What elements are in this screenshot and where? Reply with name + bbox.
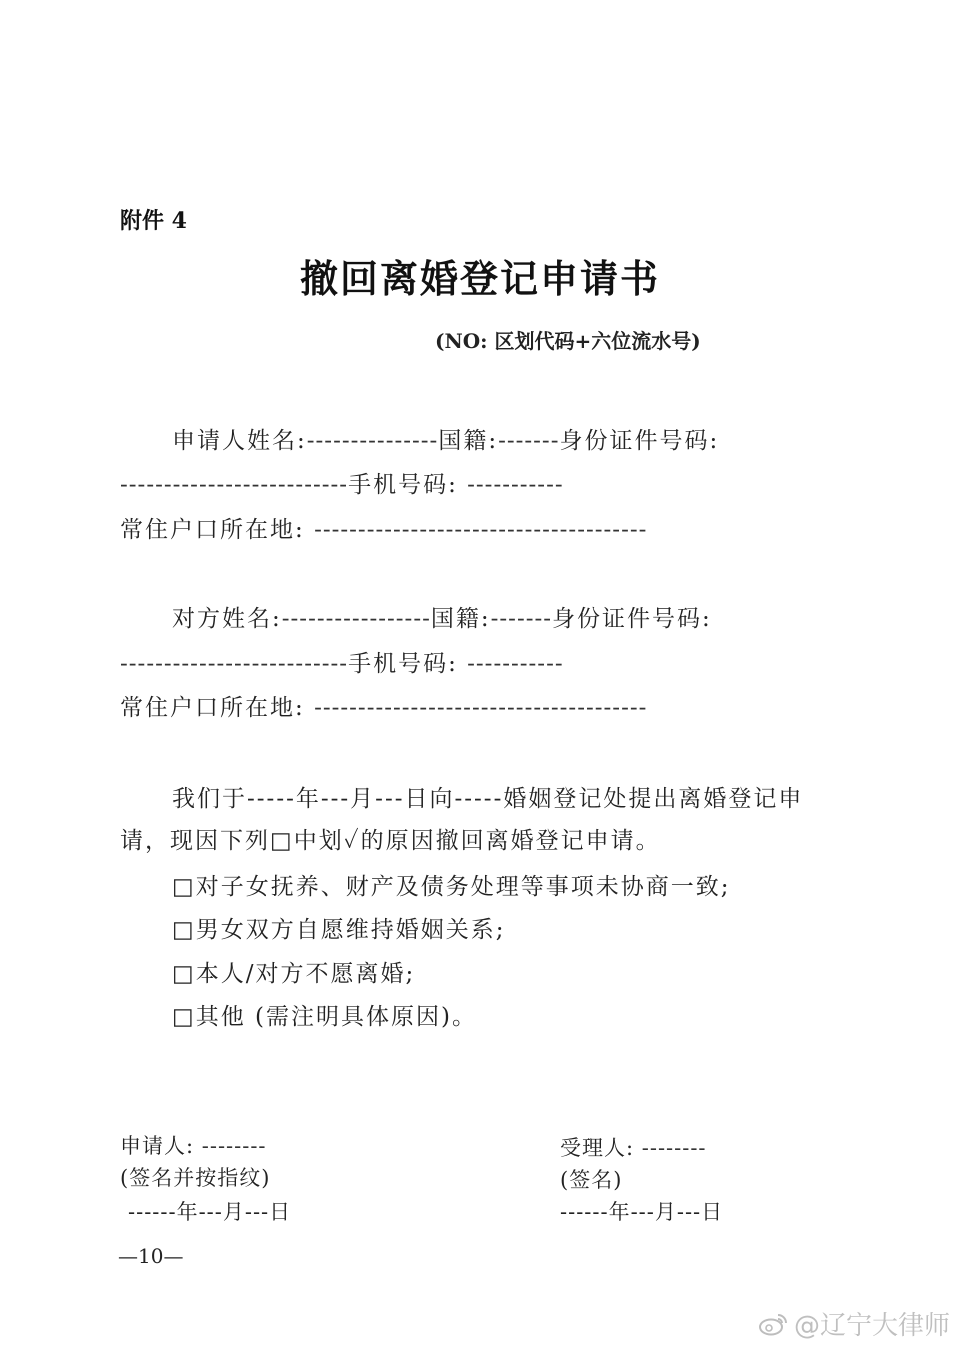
counterparty-id-blank: -------------------------- <box>120 651 349 677</box>
receiver-signature-row <box>560 1132 707 1162</box>
applicant-phone-row <box>120 466 564 499</box>
counterparty-phone-blank: ----------- <box>467 651 564 677</box>
applicant-phone-blank: ----------- <box>467 472 564 498</box>
applicant-nationality-blank: ------- <box>498 428 560 454</box>
reason-option-3[interactable]: □本人/对方不愿离婚; <box>172 961 416 987</box>
counterparty-phone-row <box>120 645 564 678</box>
reason-option-4[interactable]: □其他 (需注明具体原因)。 <box>172 1004 477 1030</box>
receiver-signature-note: (签名) <box>560 1168 623 1192</box>
applicant-nationality-label: 国籍: <box>438 428 499 454</box>
counterparty-name-row <box>172 600 712 633</box>
watermark-text: @辽宁大律师 <box>793 1311 950 1341</box>
applicant-residence-label: 常住户口所在地: <box>120 517 305 543</box>
applicant-name-blank: --------------- <box>306 428 439 454</box>
counterparty-nationality-blank: ------- <box>490 606 553 632</box>
watermark <box>758 1305 950 1342</box>
applicant-id-label: 身份证件号码: <box>559 428 720 454</box>
counterparty-id-label: 身份证件号码: <box>552 606 712 632</box>
applicant-signature-row <box>120 1130 267 1160</box>
applicant-residence-blank: -------------------------------------- <box>314 517 648 543</box>
counterparty-residence-row <box>120 689 647 722</box>
applicant-id-blank: -------------------------- <box>120 472 349 498</box>
applicant-name-row <box>172 422 719 455</box>
counterparty-residence-label: 常住户口所在地: <box>120 695 305 721</box>
counterparty-phone-label: 手机号码: <box>348 651 458 677</box>
counterparty-name-blank: ----------------- <box>281 606 431 632</box>
counterparty-nationality-label: 国籍: <box>430 606 491 632</box>
applicant-signature-note: (签名并按指纹) <box>120 1166 271 1190</box>
document-title: 撤回离婚登记申请书 <box>299 256 660 301</box>
serial-number: (NO: 区划代码+六位流水号) <box>435 329 701 353</box>
applicant-signature-date: ------年---月---日 <box>128 1200 292 1224</box>
applicant-signature-label: 申请人: <box>120 1134 195 1158</box>
receiver-signature-date: ------年---月---日 <box>560 1200 724 1224</box>
withdrawal-statement: 我们于-----年---月---日向-----婚姻登记处提出离婚登记申请，现因下列□中划✓的原因撤回离婚登记申请。 <box>120 786 804 854</box>
receiver-signature-label: 受理人: <box>560 1136 635 1160</box>
weibo-icon <box>758 1312 788 1336</box>
reason-option-2[interactable]: □男女双方自愿维持婚姻关系; <box>172 917 506 943</box>
counterparty-residence-blank: -------------------------------------- <box>314 695 648 721</box>
reason-option-1[interactable]: □对子女抚养、财产及债务处理等事项未协商一致; <box>172 874 731 900</box>
page-number: —10— <box>118 1244 184 1268</box>
applicant-residence-row <box>120 511 647 544</box>
applicant-name-label: 申请人姓名: <box>172 428 307 454</box>
receiver-signature-blank: -------- <box>641 1136 707 1160</box>
applicant-signature-blank: -------- <box>201 1134 267 1158</box>
attachment-label: 附件 4 <box>120 208 187 234</box>
applicant-phone-label: 手机号码: <box>348 472 458 498</box>
counterparty-name-label: 对方姓名: <box>172 606 282 632</box>
